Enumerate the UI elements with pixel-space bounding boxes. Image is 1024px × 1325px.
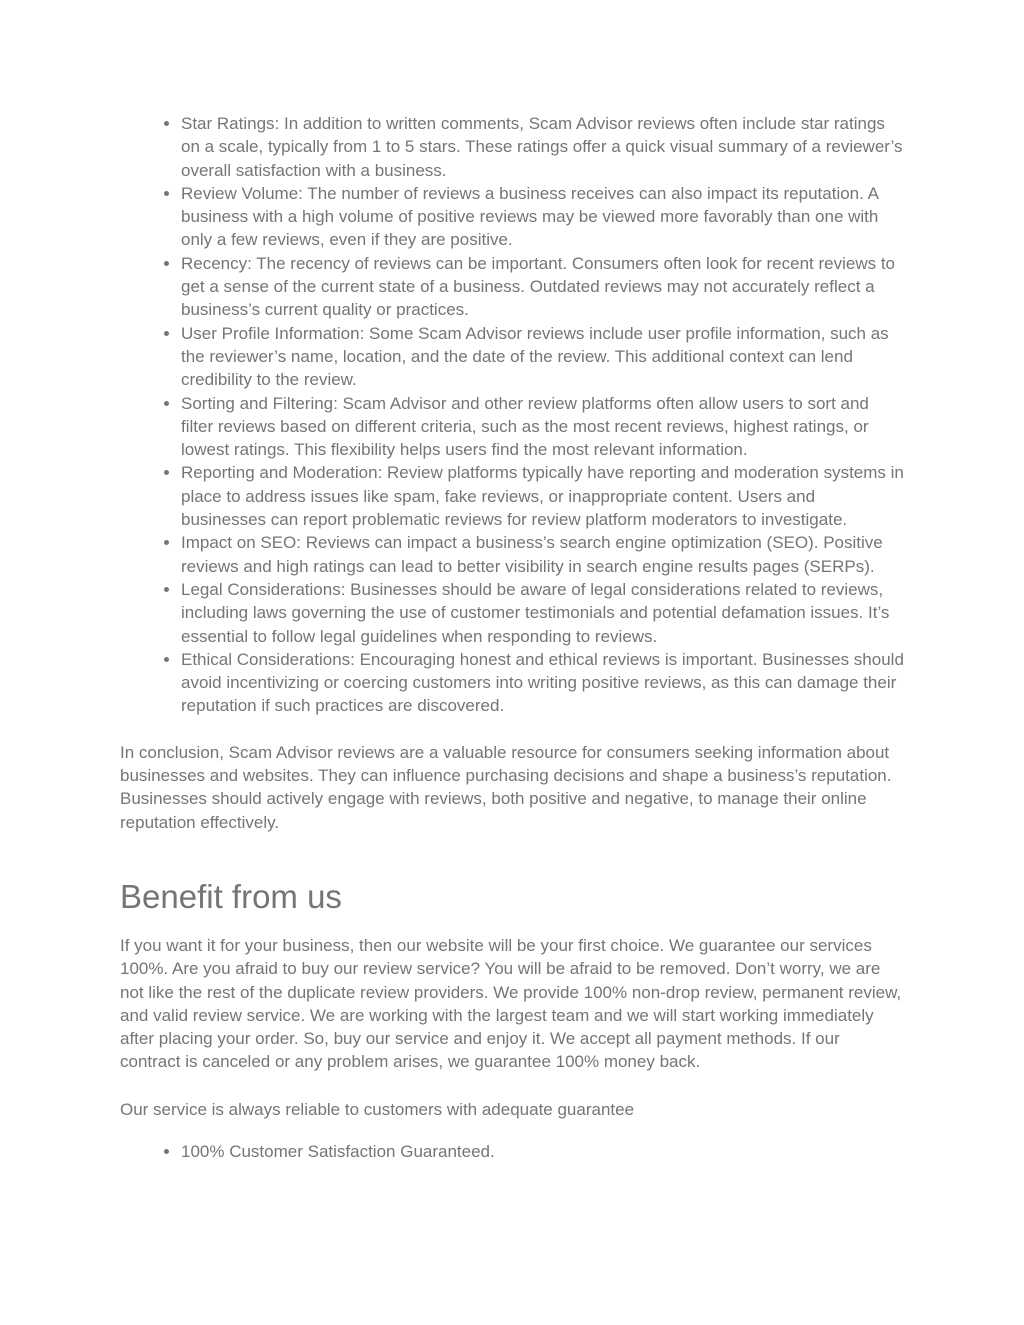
list-item: • Review Volume: The number of reviews a business receives can also impact its reputation. A business with a high volume of positive reviews may be viewed more favorably than one with only a few reviews, even if they are positive. <box>181 182 904 252</box>
list-item: • Ethical Considerations: Encouraging honest and ethical reviews is important. Businesses should avoid incentivizing or coercing customers into writing positive reviews, as this can damage their reputation if such practices are discovered. <box>181 648 904 718</box>
list-item: • Impact on SEO: Reviews can impact a business’s search engine optimization (SEO). Positive reviews and high ratings can lead to better visibility in search engine results pages (SERPs). <box>181 531 904 578</box>
list-item: • Reporting and Moderation: Review platforms typically have reporting and moderation systems in place to address issues like spam, fake reviews, or inappropriate content. Users and businesses can report problematic reviews for review platform moderators to investigate. <box>181 461 904 531</box>
guarantee-intro-paragraph: Our service is always reliable to customers with adequate guarantee <box>120 1099 635 1119</box>
list-item: • Star Ratings: In addition to written comments, Scam Advisor reviews often include star ratings on a scale, typically from 1 to 5 stars. These ratings offer a quick visual summary of a reviewer’s overall satisfaction with a business. <box>181 112 904 182</box>
review-aspects-list <box>120 112 904 718</box>
list-item: • User Profile Information: Some Scam Advisor reviews include user profile information, such as the reviewer’s name, location, and the date of the review. This additional context can lend credibility to the review. <box>181 322 904 392</box>
conclusion-paragraph: In conclusion, Scam Advisor reviews are a valuable resource for consumers seeking information about businesses and websites. They can influence purchasing decisions and shape a business’s reputation. Businesses should actively engage with reviews, both positive and negative, to manage their online reputation effectively. <box>120 742 892 832</box>
list-item: • Sorting and Filtering: Scam Advisor and other review platforms often allow users to sort and filter reviews based on different criteria, such as the most recent reviews, highest ratings, or lowest ratings. This flexibility helps users find the most relevant information. <box>181 392 904 462</box>
guarantee-list <box>120 1140 904 1163</box>
benefit-paragraph: If you want it for your business, then our website will be your first choice. We guarantee our services 100%. Are you afraid to buy our review service? You will be afraid to be removed. Don’t worry, we are not like the rest of the duplicate review providers. We provide 100% non-drop review, permanent review, and valid review service. We are working with the largest team and we will start working immediately after placing your order. So, buy our service and enjoy it. We accept all payment methods. If our contract is canceled or any problem arises, we guarantee 100% money back. <box>120 935 902 1072</box>
list-item: • 100% Customer Satisfaction Guaranteed. <box>181 1140 904 1163</box>
list-item: • Recency: The recency of reviews can be important. Consumers often look for recent reviews to get a sense of the current state of a business. Outdated reviews may not accurately reflect a business’s current quality or practices. <box>181 252 904 322</box>
list-item: • Legal Considerations: Businesses should be aware of legal considerations related to reviews, including laws governing the use of customer testimonials and potential defamation issues. It’s essential to follow legal guidelines when responding to reviews. <box>181 578 904 648</box>
section-heading: Benefit from us <box>120 877 342 915</box>
